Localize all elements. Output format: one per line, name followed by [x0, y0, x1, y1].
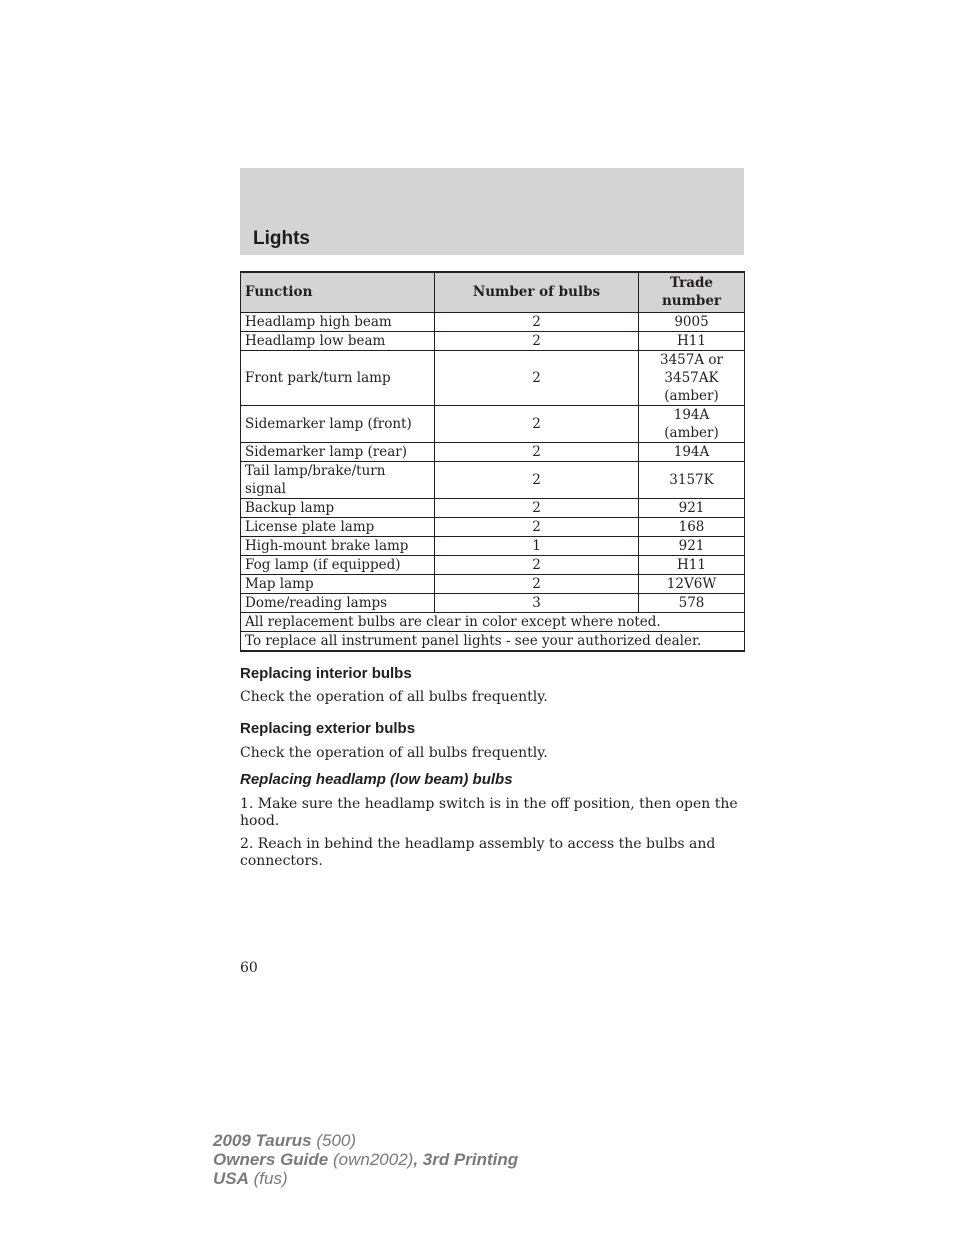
- cell-function: Front park/turn lamp: [241, 350, 435, 405]
- cell-count: 2: [435, 574, 639, 593]
- table-row: [241, 574, 745, 593]
- cell-count: 1: [435, 536, 639, 555]
- cell-trade: 194A (amber): [639, 405, 745, 442]
- interior-bulbs-text: Check the operation of all bulbs frequently.: [240, 689, 548, 705]
- column-header-trade-number: Trade number: [639, 272, 745, 312]
- table-row: [241, 350, 745, 405]
- footer-printing: , 3rd Printing: [413, 1150, 519, 1169]
- section-header-band: [240, 168, 744, 255]
- table-row: [241, 405, 745, 442]
- cell-count: 2: [435, 331, 639, 350]
- cell-count: 2: [435, 442, 639, 461]
- cell-count: 3: [435, 593, 639, 612]
- cell-count: 2: [435, 498, 639, 517]
- cell-function: Fog lamp (if equipped): [241, 555, 435, 574]
- column-header-number-of-bulbs: Number of bulbs: [435, 272, 639, 312]
- cell-function: Dome/reading lamps: [241, 593, 435, 612]
- table-header-row: [241, 272, 745, 312]
- cell-count: 2: [435, 405, 639, 442]
- table-row: [241, 555, 745, 574]
- cell-function: License plate lamp: [241, 517, 435, 536]
- footer-guide-code: (own2002): [332, 1150, 414, 1169]
- cell-trade: 3157K: [639, 461, 745, 498]
- table-row: [241, 331, 745, 350]
- cell-trade: H11: [639, 555, 745, 574]
- cell-trade: 168: [639, 517, 745, 536]
- footer-line-guide: [213, 1150, 518, 1169]
- cell-function: High-mount brake lamp: [241, 536, 435, 555]
- cell-trade: 194A: [639, 442, 745, 461]
- footer-imprint: [213, 1131, 518, 1188]
- footer-line-region: [213, 1169, 518, 1188]
- footer-model: 2009 Taurus: [213, 1131, 312, 1150]
- table-row: [241, 517, 745, 536]
- table-row: [241, 498, 745, 517]
- cell-trade: H11: [639, 331, 745, 350]
- cell-function: Backup lamp: [241, 498, 435, 517]
- section-title: Lights: [253, 228, 310, 249]
- heading-replacing-interior-bulbs: Replacing interior bulbs: [240, 665, 412, 682]
- cell-function: Map lamp: [241, 574, 435, 593]
- column-header-function: Function: [241, 272, 435, 312]
- cell-function: Headlamp high beam: [241, 312, 435, 331]
- table-row: [241, 312, 745, 331]
- table-row: [241, 536, 745, 555]
- cell-function: Sidemarker lamp (front): [241, 405, 435, 442]
- cell-trade: 12V6W: [639, 574, 745, 593]
- cell-function: Tail lamp/brake/turn signal: [241, 461, 435, 498]
- cell-trade: 3457A or 3457AK (amber): [639, 350, 745, 405]
- bulb-table: [240, 271, 745, 652]
- table-row: [241, 593, 745, 612]
- heading-replacing-headlamp-bulbs: Replacing headlamp (low beam) bulbs: [240, 771, 513, 788]
- cell-function: Headlamp low beam: [241, 331, 435, 350]
- step-1-text: 1. Make sure the headlamp switch is in the off position, then open the hood.: [240, 796, 738, 829]
- footer-region: USA: [213, 1169, 249, 1188]
- step-2-text: 2. Reach in behind the headlamp assembly to access the bulbs and connectors.: [240, 836, 716, 869]
- cell-count: 2: [435, 555, 639, 574]
- heading-replacing-exterior-bulbs: Replacing exterior bulbs: [240, 720, 416, 737]
- table-note-row: [241, 631, 745, 651]
- exterior-bulbs-text: Check the operation of all bulbs frequently.: [240, 745, 548, 761]
- table-row: [241, 442, 745, 461]
- cell-trade: 9005: [639, 312, 745, 331]
- page-number: 60: [240, 960, 258, 976]
- footer-region-code: (fus): [253, 1169, 288, 1188]
- cell-trade: 578: [639, 593, 745, 612]
- table-note: All replacement bulbs are clear in color except where noted.: [241, 612, 745, 631]
- table-row: [241, 461, 745, 498]
- cell-trade: 921: [639, 498, 745, 517]
- cell-count: 2: [435, 461, 639, 498]
- cell-count: 2: [435, 517, 639, 536]
- cell-count: 2: [435, 312, 639, 331]
- table-note: To replace all instrument panel lights - see your authorized dealer.: [241, 631, 745, 651]
- footer-line-model: [213, 1131, 518, 1150]
- footer-model-code: (500): [316, 1131, 357, 1150]
- cell-trade: 921: [639, 536, 745, 555]
- cell-function: Sidemarker lamp (rear): [241, 442, 435, 461]
- cell-count: 2: [435, 350, 639, 405]
- footer-guide: Owners Guide: [213, 1150, 329, 1169]
- table-note-row: [241, 612, 745, 631]
